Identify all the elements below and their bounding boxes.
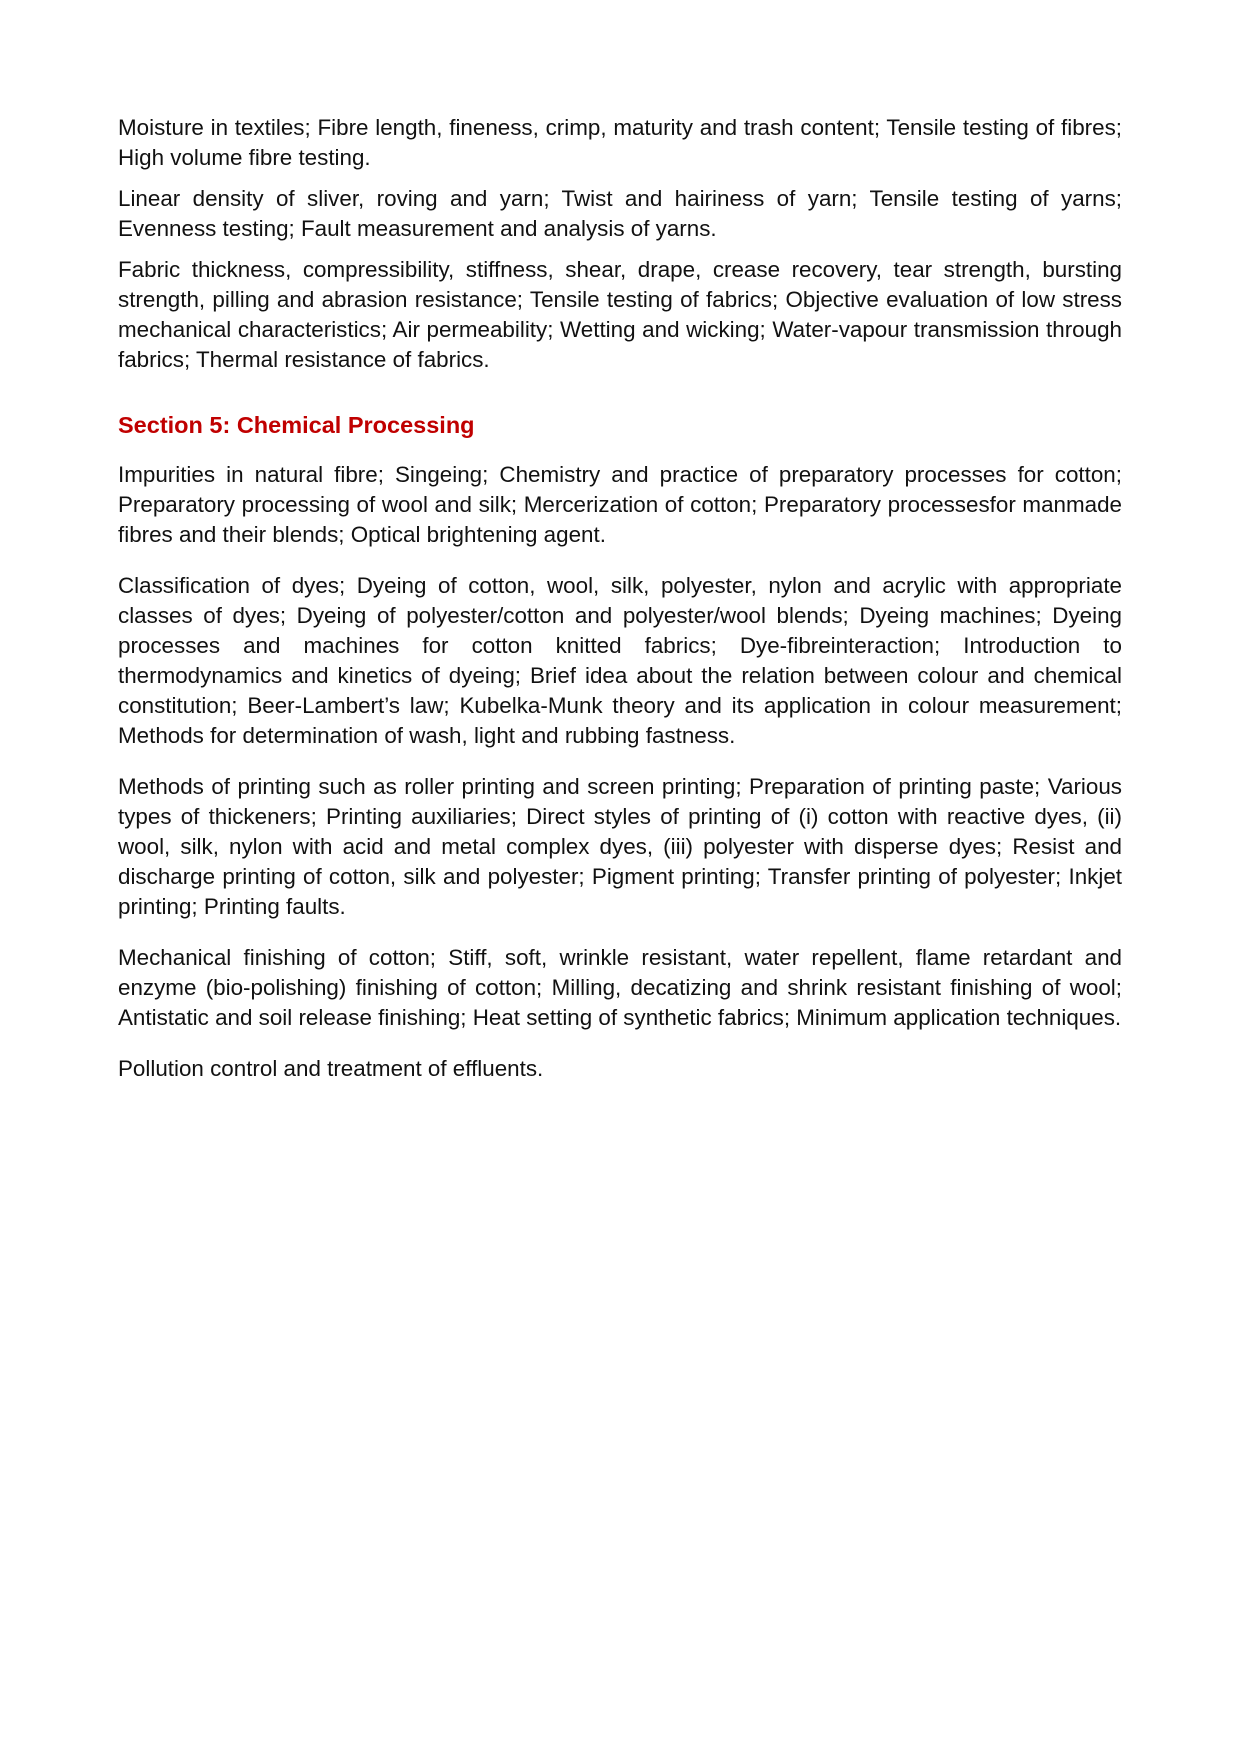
- section-heading: Section 5: Chemical Processing: [118, 412, 475, 438]
- paragraph-preparatory-processes: Impurities in natural fibre; Singeing; Chemistry and practice of preparatory processes for cotton; Preparatory processing of wool and silk; Mercerization of cotton; Preparatory processesfor manmade fibres and their blends; Optical brightening agent.: [118, 462, 1122, 547]
- paragraph-printing: Methods of printing such as roller printing and screen printing; Preparation of printing paste; Various types of thickeners; Printing auxiliaries; Direct styles of printing of (i) cotton with reactive dyes, (ii) wool, silk, nylon with acid and metal complex dyes, (iii) polyester with disperse dyes; Resist and discharge printing of cotton, silk and polyester; Pigment printing; Transfer printing of polyester; Inkjet printing; Printing faults.: [118, 774, 1122, 919]
- paragraph-finishing: Mechanical finishing of cotton; Stiff, soft, wrinkle resistant, water repellent, flame retardant and enzyme (bio-polishing) finishing of cotton; Milling, decatizing and shrink resistant finishing of wool; Antistatic and soil release finishing; Heat setting of synthetic fabrics; Minimum application techniques.: [118, 945, 1122, 1030]
- paragraph-pollution-control: Pollution control and treatment of effluents.: [118, 1056, 544, 1081]
- paragraph-fibre-testing: Moisture in textiles; Fibre length, fineness, crimp, maturity and trash content; Tensile testing of fibres; High volume fibre testing.: [118, 115, 1122, 170]
- paragraph-yarn-testing: Linear density of sliver, roving and yarn; Twist and hairiness of yarn; Tensile testing of yarns; Evenness testing; Fault measurement and analysis of yarns.: [118, 186, 1122, 241]
- paragraph-fabric-testing: Fabric thickness, compressibility, stiffness, shear, drape, crease recovery, tear strength, bursting strength, pilling and abrasion resistance; Tensile testing of fabrics; Objective evaluation of low stress mechanical characteristics; Air permeability; Wetting and wicking; Water-vapour transmission through fabrics; Thermal resistance of fabrics.: [118, 257, 1122, 372]
- paragraph-dyeing: Classification of dyes; Dyeing of cotton, wool, silk, polyester, nylon and acrylic with appropriate classes of dyes; Dyeing of polyester/cotton and polyester/wool blends; Dyeing machines; Dyeing processes and machines for cotton knitted fabrics; Dye-fibreinteraction; Introduction to thermodynamics and kinetics of dyeing; Brief idea about the relation between colour and chemical constitution; Beer-Lambert’s law; Kubelka-Munk theory and its application in colour measurement; Methods for determination of wash, light and rubbing fastness.: [118, 573, 1122, 748]
- document-page: [118, 113, 1122, 1084]
